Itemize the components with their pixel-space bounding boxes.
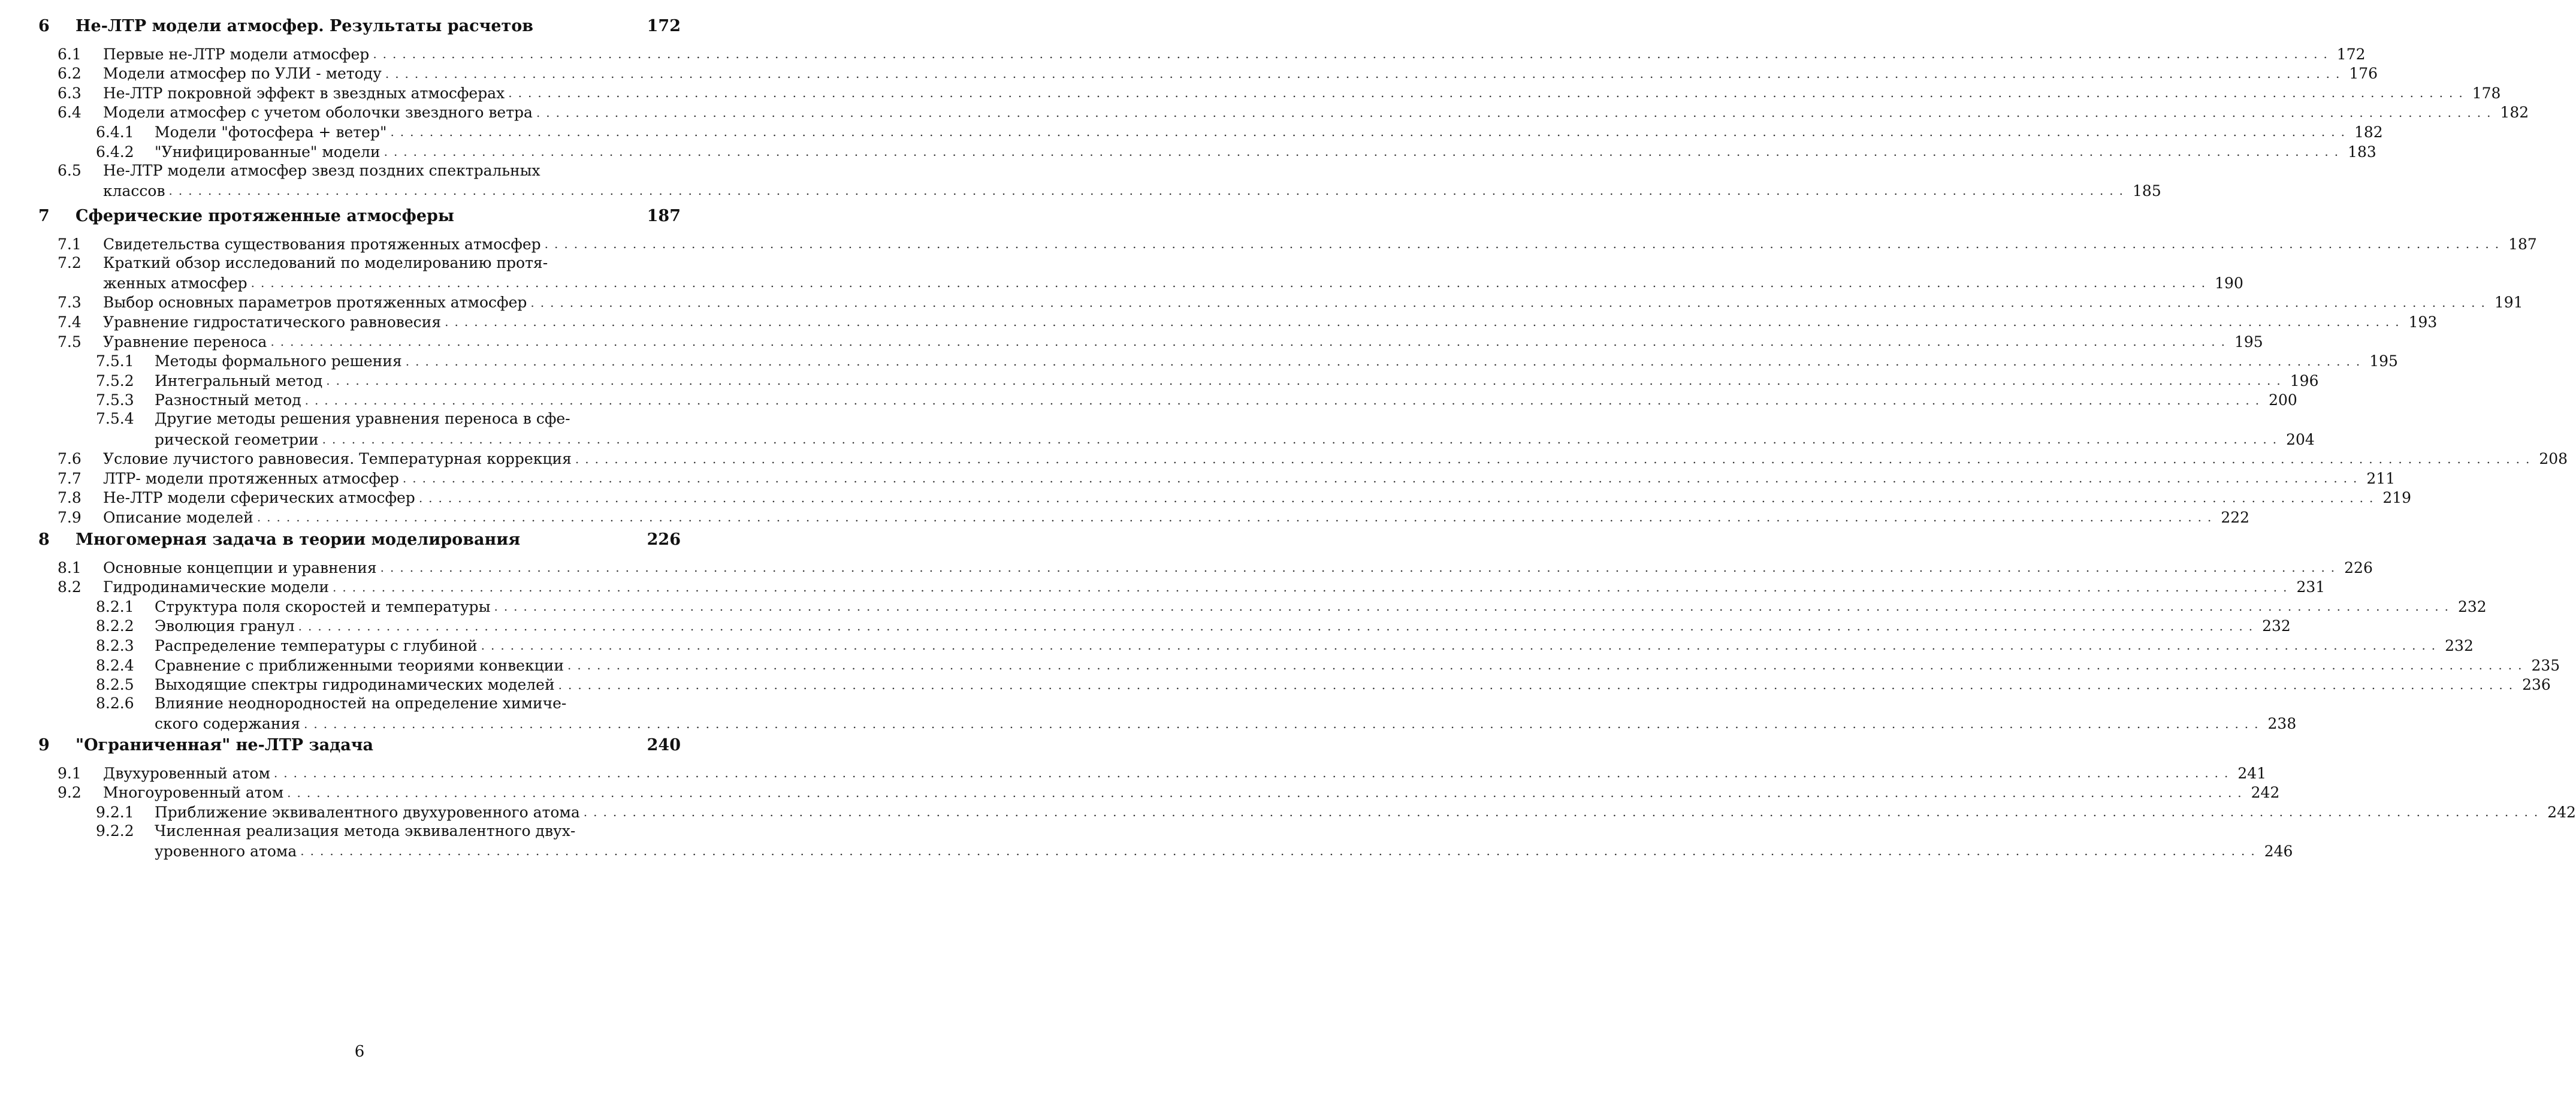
entry-page: 246 <box>2264 842 2293 860</box>
leader-dots: ........................................................................................................................................................................................................ <box>383 144 2345 159</box>
section-number: 6.4 <box>58 104 81 122</box>
entry-title: Модели "фотосфера + ветер" <box>155 123 387 141</box>
entry-title: Эволюция гранул <box>155 617 295 635</box>
chapter-page: 187 <box>647 206 681 225</box>
leader-dots: ........................................................................................................................................................................................................ <box>583 805 2544 820</box>
entry-page: 195 <box>2234 333 2263 351</box>
chapter-page: 226 <box>647 530 681 549</box>
leader-dots: ........................................................................................................................................................................................................ <box>508 86 2469 101</box>
entry-title: женных атмосфер <box>103 274 247 292</box>
subsection-number: 7.5.3 <box>96 391 134 409</box>
entry-page: 200 <box>2269 391 2297 409</box>
section-number: 7.5 <box>58 333 81 351</box>
leader-dots: ........................................................................................................................................................................................................ <box>304 716 2264 731</box>
entry-page: 232 <box>2445 636 2474 654</box>
section-number: 7.6 <box>58 450 81 468</box>
section-number: 6.2 <box>58 65 81 83</box>
entry-page: 241 <box>2237 764 2267 782</box>
section-number: 6.5 <box>58 161 81 179</box>
entry-title: Приближение эквивалентного двухуровенного атома <box>155 803 580 821</box>
leader-dots: ........................................................................................................................................................................................................ <box>405 354 2366 369</box>
entry-title: Двухуровенный атом <box>103 764 270 782</box>
leader-dots: ........................................................................................................................................................................................................ <box>380 560 2341 575</box>
entry-title: Не-ЛТР покровной эффект в звездных атмосферах <box>103 84 505 102</box>
entry-title: Сравнение с приближенными теориями конвекции <box>155 656 564 674</box>
chapter-title: Многомерная задача в теории моделирования <box>76 530 521 549</box>
entry-page: 222 <box>2221 508 2250 526</box>
subsection-number: 7.5.1 <box>96 352 134 370</box>
leader-dots: ........................................................................................................................................................................................................ <box>256 510 2218 525</box>
leader-dots: ........................................................................................................................................................................................................ <box>270 334 2231 349</box>
entry-title: Гидродинамические модели <box>103 578 329 596</box>
entry-page: 178 <box>2472 84 2501 102</box>
leader-dots: ........................................................................................................................................................................................................ <box>402 471 2363 486</box>
entry-title: Интегральный метод <box>155 372 323 390</box>
leader-dots: ........................................................................................................................................................................................................ <box>168 183 2130 198</box>
toc-entry[interactable] <box>155 712 2297 736</box>
entry-page: 183 <box>2348 143 2376 161</box>
entry-page: 182 <box>2354 123 2383 141</box>
leader-dots: ........................................................................................................................................................................................................ <box>273 766 2234 780</box>
toc-entry[interactable] <box>103 179 2161 203</box>
entry-title: Не-ЛТР модели сферических атмосфер <box>103 489 415 507</box>
subsection-number: 6.4.1 <box>96 123 134 141</box>
chapter-title: Не-ЛТР модели атмосфер. Результаты расчетов <box>76 16 534 35</box>
chapter-title: "Ограниченная" не-ЛТР задача <box>76 735 373 754</box>
section-number: 9.1 <box>58 764 81 782</box>
entry-title: Структура поля скоростей и температуры <box>155 597 491 615</box>
leader-dots: ........................................................................................................................................................................................................ <box>418 490 2379 505</box>
entry-page: 187 <box>2508 235 2537 253</box>
entry-page: 235 <box>2531 656 2560 674</box>
entry-title-line1[interactable]: Краткий обзор исследований по моделированию протя- <box>103 253 548 271</box>
leader-dots: ........................................................................................................................................................................................................ <box>494 599 2454 614</box>
leader-dots: ........................................................................................................................................................................................................ <box>530 295 2491 310</box>
page-number: 6 <box>354 1043 365 1061</box>
entry-page: 232 <box>2457 597 2487 615</box>
chapter-heading[interactable] <box>38 14 681 38</box>
entry-title: Выбор основных параметров протяженных атмосфер <box>103 294 527 312</box>
subsection-number: 7.5.2 <box>96 372 134 390</box>
toc-entry[interactable] <box>96 388 2297 412</box>
chapter-heading[interactable] <box>38 733 681 757</box>
leader-dots: ........................................................................................................................................................................................................ <box>445 315 2405 330</box>
entry-title: Методы формального решения <box>155 352 402 370</box>
section-number: 9.2 <box>58 784 81 802</box>
entry-title: ского содержания <box>155 715 301 733</box>
leader-dots: ........................................................................................................................................................................................................ <box>390 125 2351 140</box>
section-number: 8.2 <box>58 578 81 596</box>
chapter-page: 240 <box>647 735 681 754</box>
subsection-number: 8.2.2 <box>96 617 134 635</box>
entry-title: классов <box>103 182 165 200</box>
toc-entry[interactable] <box>155 839 2293 863</box>
entry-title: Уравнение переноса <box>103 333 267 351</box>
entry-title: Описание моделей <box>103 508 253 526</box>
chapter-number: 7 <box>38 206 50 225</box>
chapter-heading[interactable] <box>38 204 681 228</box>
leader-dots: ........................................................................................................................................................................................................ <box>544 237 2505 251</box>
section-number: 7.3 <box>58 294 81 312</box>
subsection-number: 8.2.5 <box>96 676 134 694</box>
section-number: 8.1 <box>58 558 81 576</box>
subsection-number: 8.2.1 <box>96 597 134 615</box>
entry-title-line1[interactable]: Влияние неоднородностей на определение химиче- <box>155 695 567 712</box>
leader-dots: ........................................................................................................................................................................................................ <box>385 66 2346 81</box>
leader-dots: ........................................................................................................................................................................................................ <box>304 393 2266 407</box>
subsection-number: 8.2.6 <box>96 695 134 712</box>
subsection-number: 8.2.4 <box>96 656 134 674</box>
entry-page: 191 <box>2494 294 2523 312</box>
subsection-number: 9.2.2 <box>96 822 134 840</box>
toc-entry[interactable] <box>96 673 2551 697</box>
leader-dots: ........................................................................................................................................................................................................ <box>373 47 2333 61</box>
entry-title: Первые не-ЛТР модели атмосфер <box>103 45 370 63</box>
section-number: 7.2 <box>58 253 81 271</box>
subsection-number: 6.4.2 <box>96 143 134 161</box>
entry-page: 195 <box>2369 352 2398 370</box>
entry-page: 226 <box>2344 558 2373 576</box>
entry-title: ЛТР- модели протяженных атмосфер <box>103 469 399 487</box>
entry-title: уровенного атома <box>155 842 297 860</box>
entry-title: Основные концепции и уравнения <box>103 558 377 576</box>
entry-page: 185 <box>2133 182 2161 200</box>
entry-page: 190 <box>2215 274 2243 292</box>
entry-page: 211 <box>2366 469 2396 487</box>
entry-title: Модели атмосфер с учетом оболочки звездного ветра <box>103 104 533 122</box>
toc-entry[interactable] <box>96 140 2376 164</box>
section-number: 6.3 <box>58 84 81 102</box>
leader-dots: ........................................................................................................................................................................................................ <box>287 785 2248 800</box>
leader-dots: ........................................................................................................................................................................................................ <box>567 658 2528 672</box>
section-number: 7.9 <box>58 508 81 526</box>
entry-title: рической геометрии <box>155 430 319 448</box>
leader-dots: ........................................................................................................................................................................................................ <box>326 373 2287 388</box>
section-number: 7.4 <box>58 313 81 331</box>
leader-dots: ........................................................................................................................................................................................................ <box>575 451 2536 466</box>
entry-title: Уравнение гидростатического равновесия <box>103 313 442 331</box>
entry-page: 242 <box>2547 803 2576 821</box>
section-number: 6.1 <box>58 45 81 63</box>
entry-page: 193 <box>2408 313 2438 331</box>
entry-page: 242 <box>2251 784 2280 802</box>
entry-page: 176 <box>2349 65 2378 83</box>
toc-entry[interactable] <box>96 800 2576 824</box>
entry-page: 236 <box>2522 676 2551 694</box>
leader-dots: ........................................................................................................................................................................................................ <box>298 618 2259 633</box>
entry-page: 196 <box>2290 372 2319 390</box>
toc-entry[interactable] <box>58 232 2537 256</box>
chapter-number: 9 <box>38 735 50 754</box>
entry-title-line1[interactable]: Не-ЛТР модели атмосфер звезд поздних спектральных <box>103 161 540 179</box>
leader-dots: ........................................................................................................................................................................................................ <box>322 432 2283 446</box>
entry-page: 238 <box>2267 715 2297 733</box>
entry-title: Свидетельства существования протяженных атмосфер <box>103 235 541 253</box>
leader-dots: ........................................................................................................................................................................................................ <box>481 638 2442 653</box>
toc-entry[interactable] <box>58 505 2250 529</box>
entry-title: "Унифицированные" модели <box>155 143 380 161</box>
entry-title-line1[interactable]: Другие методы решения уравнения переноса в сфе- <box>155 410 570 428</box>
chapter-number: 6 <box>38 16 50 35</box>
subsection-number: 9.2.1 <box>96 803 134 821</box>
chapter-heading[interactable] <box>38 527 681 551</box>
section-number: 7.7 <box>58 469 81 487</box>
subsection-number: 8.2.3 <box>96 636 134 654</box>
entry-page: 232 <box>2262 617 2291 635</box>
entry-title: Модели атмосфер по УЛИ - методу <box>103 65 382 83</box>
entry-page: 231 <box>2296 578 2326 596</box>
entry-page: 172 <box>2336 45 2366 63</box>
section-number: 7.1 <box>58 235 81 253</box>
entry-title: Разностный метод <box>155 391 301 409</box>
entry-page: 204 <box>2286 430 2315 448</box>
entry-title: Распределение температуры с глубиной <box>155 636 478 654</box>
leader-dots: ........................................................................................................................................................................................................ <box>536 105 2497 120</box>
entry-title: Многоуровенный атом <box>103 784 284 802</box>
section-number: 7.8 <box>58 489 81 507</box>
subsection-number: 7.5.4 <box>96 410 134 428</box>
entry-page: 219 <box>2382 489 2412 507</box>
leader-dots: ........................................................................................................................................................................................................ <box>300 844 2261 859</box>
entry-title-line1[interactable]: Численная реализация метода эквивалентного двух- <box>155 822 576 840</box>
entry-page: 182 <box>2500 104 2529 122</box>
entry-title: Условие лучистого равновесия. Температурная коррекция <box>103 450 572 468</box>
leader-dots: ........................................................................................................................................................................................................ <box>250 276 2212 291</box>
chapter-title: Сферические протяженные атмосферы <box>76 206 454 225</box>
chapter-number: 8 <box>38 530 50 549</box>
entry-title: Выходящие спектры гидродинамических моделей <box>155 676 555 694</box>
leader-dots: ........................................................................................................................................................................................................ <box>558 677 2519 692</box>
chapter-page: 172 <box>647 16 681 35</box>
leader-dots: ........................................................................................................................................................................................................ <box>332 579 2293 594</box>
entry-page: 208 <box>2539 450 2568 468</box>
